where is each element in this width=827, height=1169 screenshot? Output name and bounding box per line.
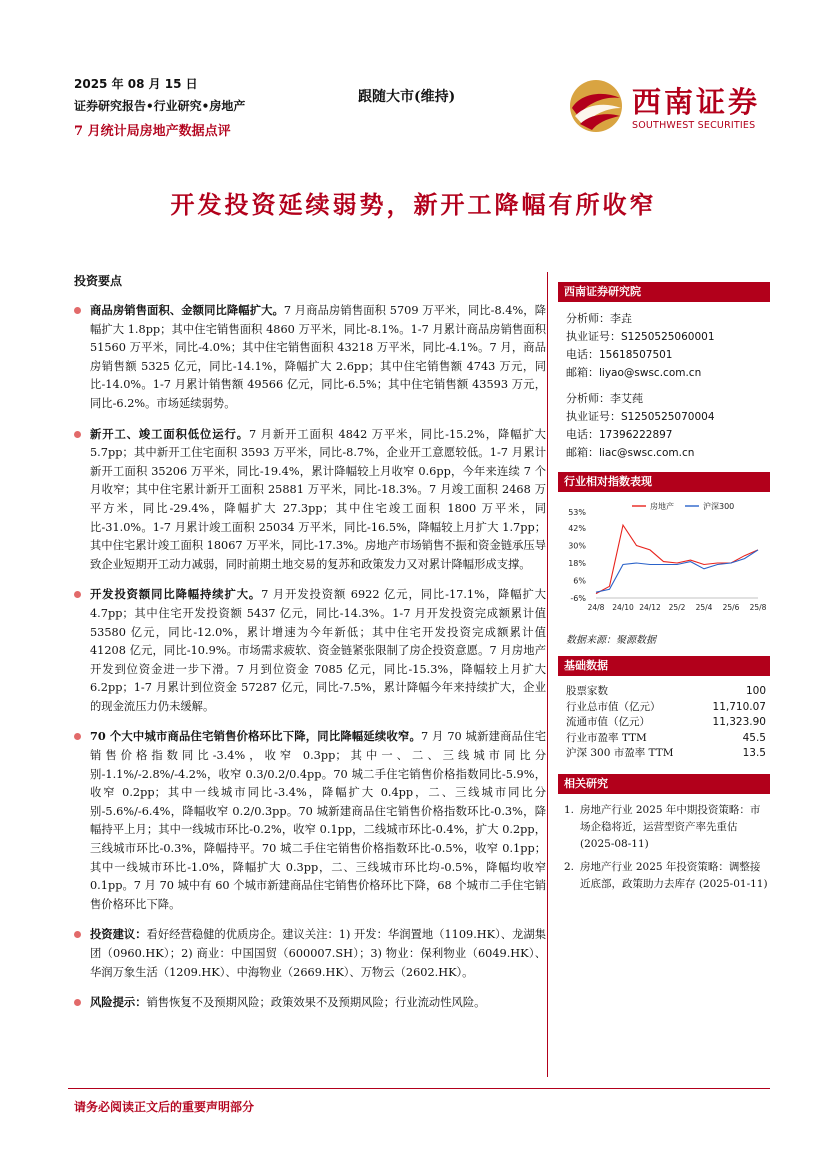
table-key: 沪深 300 市盈率 TTM — [566, 747, 674, 759]
chart-section-title: 行业相对指数表现 — [558, 472, 770, 492]
bullet-icon — [74, 591, 81, 598]
key-point-text: 7 月商品房销售面积 5709 万平米，同比-8.4%，降幅扩大 1.8pp；其中住宅销售面积 4860 万平米，同比-8.1%。1-7 月累计商品房销售面积 51560 万平米，同比-4.0%；其中住宅销售面积 43218 万平米，同比-4.1%。7 月，商品房销售额 5325 亿元，同比-14.1%，降幅扩大 2.6pp；其中住宅销售额 4743 万元，同比-14.0%。1-7 月累计销售额 49566 亿元，同比-6.5%；其中住宅销售额 43593 万元，同比-6.2%。市场延续弱势。 — [90, 304, 546, 410]
analyst-block — [558, 310, 770, 382]
table-value: 13.5 — [742, 747, 766, 759]
x-tick-label: 25/2 — [668, 603, 686, 612]
table-value: 11,323.90 — [712, 716, 766, 728]
bullet-icon — [74, 431, 81, 438]
key-point-lead: 商品房销售面积、金额同比降幅扩大。 — [90, 303, 284, 317]
analyst-phone: 15618507501 — [599, 349, 673, 361]
related-research-list — [558, 802, 770, 893]
logo-emblem-icon — [566, 76, 626, 136]
key-point-lead: 新开工、竣工面积低位运行。 — [90, 426, 249, 441]
institute-title: 西南证券研究院 — [558, 282, 770, 302]
report-subtitle: 7 月统计局房地产数据点评 — [74, 124, 231, 139]
table-row — [558, 731, 770, 747]
key-point — [68, 727, 546, 914]
x-tick-label: 24/8 — [587, 603, 605, 612]
related-item-number: 2. — [564, 860, 575, 873]
analyst-email[interactable]: liyao@swsc.com.cn — [599, 367, 702, 379]
table-key: 行业总市值（亿元） — [566, 700, 661, 713]
key-point — [68, 301, 546, 414]
report-category: 证券研究报告•行业研究•房地产 — [74, 99, 246, 113]
table-value: 11,710.07 — [712, 700, 766, 713]
table-value: 45.5 — [742, 731, 766, 744]
table-row — [558, 715, 770, 731]
key-point-text: 看好经营稳健的优质房企。建议关注：1) 开发：华润置地（1109.HK）、龙湖集团（0960.HK）；2) 商业：中国国贸（600007.SH）；3) 物业：保利物业（6049.HK）、华润万象生活（1209.HK）、中海物业（2669.HK）、万物云（2602.HK）。 — [90, 928, 546, 979]
footer-notice: 请务必阅读正文后的重要声明部分 — [74, 1100, 255, 1114]
key-point-text: 销售恢复不及预期风险；政策效果不及预期风险；行业流动性风险。 — [146, 996, 486, 1010]
legend-label: 房地产 — [650, 502, 674, 511]
relative-index-chart — [558, 500, 770, 625]
company-logo — [566, 78, 776, 134]
analyst-name: 李垚 — [610, 312, 632, 325]
table-row — [558, 700, 770, 716]
key-point-lead: 70 个大中城市商品住宅销售价格环比下降，同比降幅延续收窄。 — [90, 729, 422, 744]
analyst-email-label: 邮箱： — [566, 446, 599, 459]
x-tick-label: 25/6 — [722, 603, 740, 612]
table-key: 流通市值（亿元） — [566, 716, 650, 728]
analyst-phone-label: 电话： — [566, 428, 599, 441]
key-point — [68, 585, 546, 716]
legend-label: 沪深300 — [703, 502, 735, 511]
related-section-title: 相关研究 — [558, 774, 770, 794]
fin-section-title: 基础数据 — [558, 656, 770, 676]
y-tick-label: 53% — [568, 508, 586, 517]
series-line — [596, 550, 758, 592]
x-tick-label: 24/10 — [612, 603, 634, 612]
analyst-phone-label: 电话： — [566, 348, 599, 361]
table-row — [558, 684, 770, 700]
key-point — [68, 993, 546, 1013]
y-tick-label: 42% — [568, 524, 586, 534]
bullet-icon — [74, 733, 81, 740]
table-key: 行业市盈率 TTM — [566, 731, 647, 744]
bullet-icon — [74, 999, 81, 1006]
key-point-text: 7 月开发投资额 6922 亿元，同比-17.1%，降幅扩大 4.7pp；其中住宅开发投资额 5437 亿元，同比-14.3%。1-7 月开发投资完成额累计值 53580 亿元，同比-12.0%，累计增速为今年新低；其中住宅开发投资完成额累计值 41208 亿元，同比-10.9%。市场需求疲软、资金链紧张限制了房企投资意愿。7 月房地产开发到位资金进一步下滑。7 月到位资金 7085 亿元，同比-15.3%，降幅较上月扩大 6.2pp；1-7 月累计到位资金 57287 亿元，同比-7.5%，累计降幅今年来持续扩大，企业的现金流压力仍未缓解。 — [90, 588, 546, 713]
analyst-cert: S1250525070004 — [621, 411, 715, 423]
analyst-name-label: 分析师： — [566, 392, 610, 405]
y-tick-label: -6% — [570, 594, 586, 603]
y-tick-label: 18% — [568, 559, 586, 569]
related-item-text: 房地产行业 2025 年投资策略：调整接近底部，政策助力去库存 (2025-01-11) — [580, 860, 768, 890]
key-point-lead: 开发投资额同比降幅持续扩大。 — [90, 587, 262, 602]
table-value: 100 — [745, 685, 766, 697]
analyst-phone: 17396222897 — [599, 429, 673, 441]
key-point-lead: 风险提示： — [90, 995, 147, 1010]
analyst-cert-label: 执业证号： — [566, 330, 621, 343]
analyst-email-label: 邮箱： — [566, 366, 599, 379]
main-content — [68, 272, 546, 1024]
y-tick-label: 6% — [573, 576, 586, 586]
y-tick-label: 30% — [568, 541, 586, 551]
section-title: 投资要点 — [74, 274, 123, 288]
rating: 跟随大市(维持) — [358, 89, 456, 105]
analyst-cert-label: 执业证号： — [566, 410, 621, 423]
related-item[interactable] — [558, 859, 770, 893]
bullet-icon — [74, 931, 81, 938]
analyst-name-label: 分析师： — [566, 312, 610, 325]
related-item-number: 1. — [564, 803, 575, 816]
chart-source: 数据来源：聚源数据 — [566, 635, 656, 646]
chart-svg — [558, 500, 770, 625]
analyst-name: 李艾莼 — [610, 392, 643, 405]
key-point — [68, 925, 546, 982]
analyst-cert: S1250525060001 — [621, 331, 715, 343]
key-point-text: 7 月 70 城新建商品住宅销售价格指数同比-3.4%，收窄 0.3pp；其中一、二、三线城市同比分别-1.1%/-2.8%/-4.2%，收窄 0.3/0.2/0.4pp。70 城二手住宅销售价格指数同比-5.9%，收窄 0.2pp；其中一线城市同比-3.4%，降幅扩大 0.4pp，二、三线城市同比分别-5.6%/-6.4%，降幅收窄 0.2/0.3pp。70 城新建商品住宅销售价格指数环比-0.3%，降幅持平上月；其中一线城市环比-0.2%，收窄 0.1pp，二线城市环比-0.4%，扩大 0.2pp，三线城市环比-0.3%，降幅持平。70 城二手住宅销售价格指数环比-0.5%，收窄 0.1pp；其中一线城市环比-1.0%，降幅扩大 0.3pp，二、三线城市环比均-0.5%，降幅均收窄 0.1pp。7 月 70 城中有 60 个城市新建商品住宅销售价格环比下降，68 个城市二手住宅销售价格环比下降。 — [90, 730, 546, 911]
related-item-text: 房地产行业 2025 年中期投资策略：市场企稳将近，运营型资产率先重估 (2025-08-11) — [580, 803, 761, 850]
column-divider — [547, 272, 548, 1077]
sidebar — [558, 282, 770, 899]
logo-cn: 西南证券 — [632, 85, 761, 119]
series-line — [596, 525, 758, 594]
table-row — [558, 746, 770, 762]
logo-en: SOUTHWEST SECURITIES — [632, 120, 756, 131]
report-title: 开发投资延续弱势，新开工降幅有所收窄 — [170, 190, 657, 219]
key-point-lead: 投资建议： — [90, 927, 147, 942]
basic-data-table — [558, 684, 770, 762]
related-item[interactable] — [558, 802, 770, 853]
footer-divider — [68, 1088, 770, 1089]
analyst-block — [558, 390, 770, 462]
key-point — [68, 425, 546, 575]
x-tick-label: 25/4 — [695, 603, 713, 612]
x-tick-label: 24/12 — [639, 603, 661, 612]
x-tick-label: 25/8 — [749, 603, 767, 612]
key-point-text: 7 月新开工面积 4842 万平米，同比-15.2%，降幅扩大 5.7pp；其中新开工住宅面积 3593 万平米，同比-8.7%，企业开工意愿较低。1-7 月累计新开工面积 35206 万平米，同比-19.4%，累计降幅较上月收窄 0.6pp，今年来连续 7 个月收窄；其中住宅累计新开工面积 25881 万平米，同比-18.3%。7 月竣工面积 2468 万平方米，同比-29.4%，降幅扩大 27.3pp；其中住宅竣工面积 1800 万平米，同比-31.0%。1-7 月累计竣工面积 25034 万平米，同比-16.5%，降幅较上月扩大 1.7pp；其中住宅累计竣工面积 18067 万平米，同比-17.3%。房地产市场销售不振和资金链承压导致企业短期开工动力减弱，同时前期土地交易的复苏和政策发力又对累计降幅形成支撑。 — [90, 427, 546, 571]
report-date: 2025 年 08 月 15 日 — [74, 77, 198, 91]
bullet-icon — [74, 307, 81, 314]
analyst-email[interactable]: liac@swsc.com.cn — [599, 447, 695, 459]
table-key: 股票家数 — [566, 685, 608, 697]
